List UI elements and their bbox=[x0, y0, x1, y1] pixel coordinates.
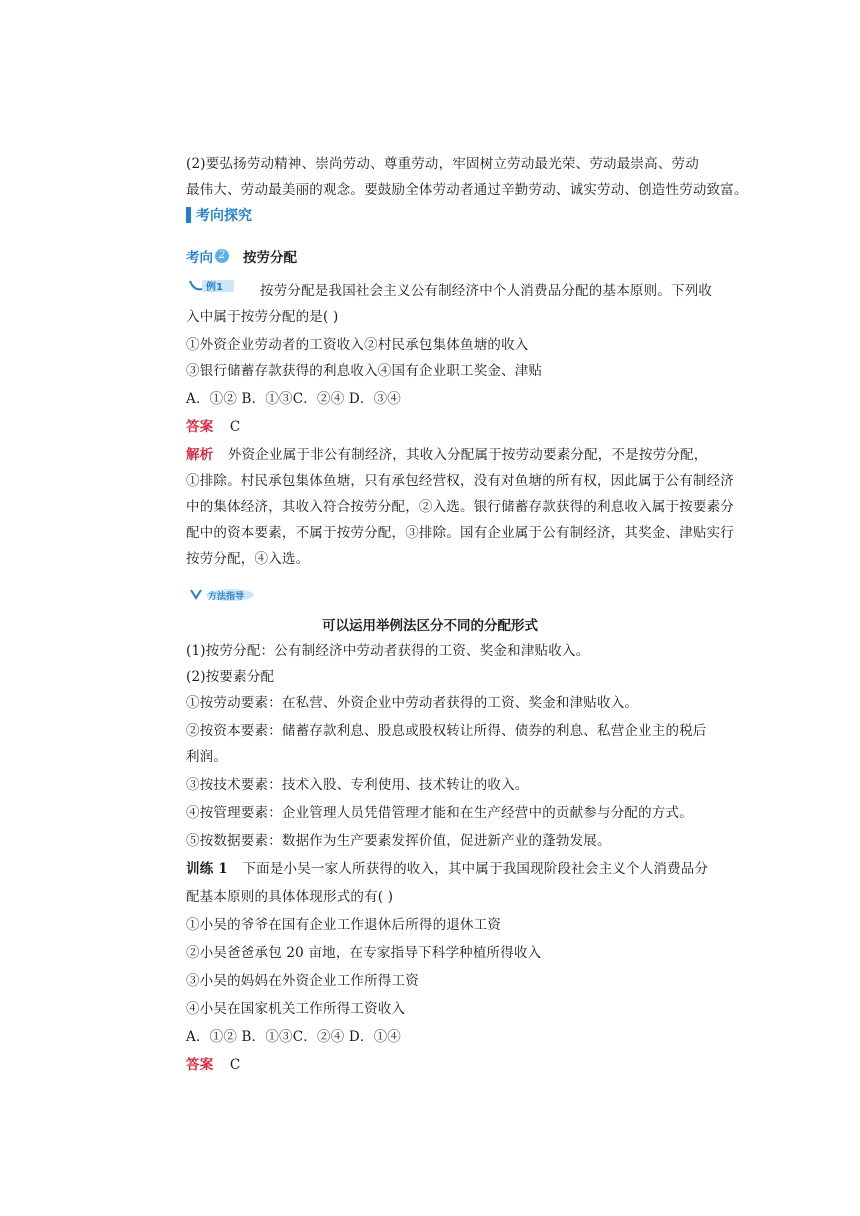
training-question-line-1 bbox=[186, 860, 708, 878]
training-label: 训练 1 bbox=[186, 861, 228, 877]
example-question-line-2: 入中属于按劳分配的是( ) bbox=[186, 309, 339, 325]
kaoxiang-number: 2 bbox=[215, 249, 229, 263]
answer-value: C bbox=[229, 419, 241, 435]
method-line-1: (1)按劳分配：公有制经济中劳动者获得的工资、奖金和津贴收入。 bbox=[186, 643, 590, 659]
training-option-4: ④小吴在国家机关工作所得工资收入 bbox=[186, 1001, 406, 1017]
analysis-label: 解析 bbox=[186, 447, 214, 463]
method-line-8: ⑤按数据要素：数据作为生产要素发挥价值，促进新产业的蓬勃发展。 bbox=[186, 833, 611, 849]
analysis-line-2: ①排除。村民承包集体鱼塘，只有承包经营权，没有对鱼塘的所有权，因此属于公有制经济 bbox=[186, 473, 734, 489]
training-option-2: ②小吴爸爸承包 20 亩地，在专家指导下科学种植所得收入 bbox=[186, 945, 542, 961]
example-option-line-1: ①外资企业劳动者的工资收入②村民承包集体鱼塘的收入 bbox=[186, 337, 529, 353]
section-bar-icon bbox=[186, 207, 191, 223]
kaoxiang-title: 按劳分配 bbox=[243, 250, 297, 266]
section-header bbox=[186, 205, 252, 225]
section-title: 考向探究 bbox=[196, 208, 252, 224]
training-answer-value: C bbox=[229, 1057, 241, 1073]
kaoxiang-label: 考向 bbox=[186, 250, 213, 266]
analysis-line-5: 按劳分配，④入选。 bbox=[186, 551, 310, 567]
training-question-text-1: 下面是小吴一家人所获得的收入，其中属于我国现阶段社会主义个人消费品分 bbox=[242, 861, 709, 877]
method-line-7: ④按管理要素：企业管理人员凭借管理才能和在生产经营中的贡献参与分配的方式。 bbox=[186, 805, 693, 821]
example-option-line-2: ③银行储蓄存款获得的利息收入④国有企业职工奖金、津贴 bbox=[186, 363, 543, 379]
training-question-line-2: 配基本原则的具体体现形式的有( ) bbox=[186, 889, 394, 905]
example-badge-icon bbox=[188, 278, 236, 294]
analysis-text-1: 外资企业属于非公有制经济，其收入分配属于按劳动要素分配，不是按劳分配， bbox=[227, 447, 708, 463]
method-line-5: 利润。 bbox=[186, 749, 228, 765]
analysis-line-4: 配中的资本要素，不属于按劳分配，③排除。国有企业属于公有制经济，其奖金、津贴实行 bbox=[186, 525, 734, 541]
method-line-3: ①按劳动要素：在私营、外资企业中劳动者获得的工资、奖金和津贴收入。 bbox=[186, 695, 639, 711]
training-answer-row bbox=[186, 1056, 240, 1074]
training-answer-label: 答案 bbox=[186, 1057, 214, 1073]
example-answer-row bbox=[186, 418, 240, 436]
analysis-line-1 bbox=[186, 446, 707, 464]
training-option-3: ③小吴的妈妈在外资企业工作所得工资 bbox=[186, 973, 419, 989]
example-badge-text: 例1 bbox=[206, 282, 223, 293]
training-option-1: ①小吴的爷爷在国有企业工作退休后所得的退休工资 bbox=[186, 917, 502, 933]
example-choices: A．①② B．①③C．②④ D．③④ bbox=[186, 391, 402, 407]
answer-label: 答案 bbox=[186, 419, 214, 435]
kaoxiang-header bbox=[186, 246, 297, 266]
analysis-line-3: 中的集体经济，其收入符合按劳分配，②入选。银行储蓄存款获得的利息收入属于按要素分 bbox=[186, 499, 734, 515]
method-line-6: ③按技术要素：技术入股、专利使用、技术转让的收入。 bbox=[186, 777, 529, 793]
method-title: 可以运用举例法区分不同的分配形式 bbox=[322, 618, 538, 634]
method-line-2: (2)按要素分配 bbox=[186, 669, 275, 685]
intro-line-2: 最伟大、劳动最美丽的观念。要鼓励全体劳动者通过辛勤劳动、诚实劳动、创造性劳动致富。 bbox=[186, 182, 748, 198]
example-question-line-1: 按劳分配是我国社会主义公有制经济中个人消费品分配的基本原则。下列收 bbox=[260, 283, 713, 299]
method-badge-text: 方法指导 bbox=[208, 592, 245, 602]
method-badge-icon bbox=[188, 586, 256, 602]
training-choices: A．①② B．①③C．②④ D．①④ bbox=[186, 1029, 402, 1045]
intro-line-1: (2)要弘扬劳动精神、崇尚劳动、尊重劳动，牢固树立劳动最光荣、劳动最崇高、劳动 bbox=[186, 156, 699, 172]
method-line-4: ②按资本要素：储蓄存款利息、股息或股权转让所得、债券的利息、私营企业主的税后 bbox=[186, 723, 707, 739]
